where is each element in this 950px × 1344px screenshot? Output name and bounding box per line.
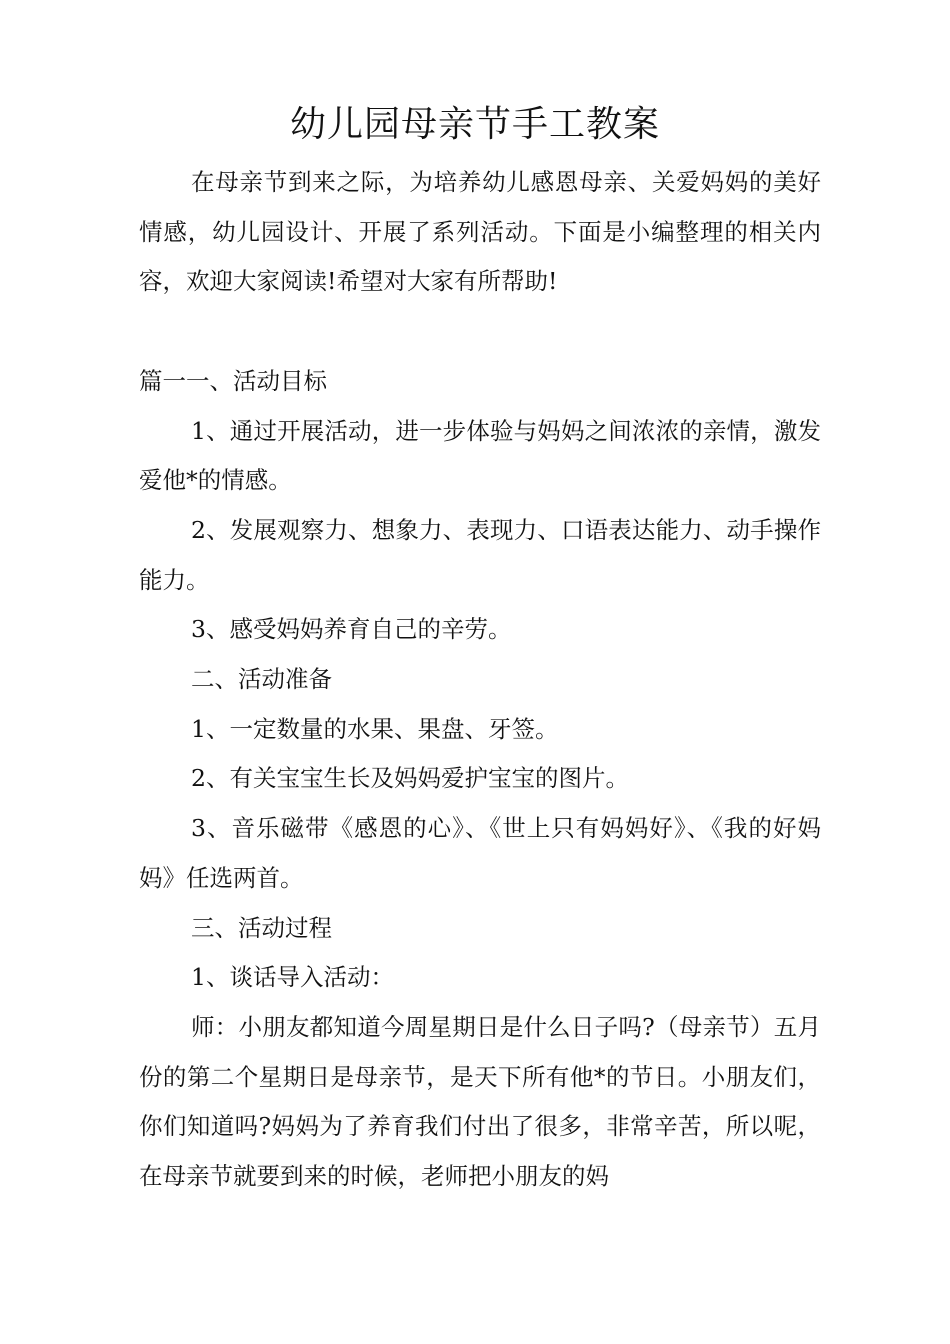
goal-item-2: 2、发展观察力、想象力、表现力、口语表达能力、动手操作能力。 [139, 515, 821, 594]
preparation-item-3: 3、音乐磁带《感恩的心》、《世上只有妈妈好》、《我的好妈妈》任选两首。 [139, 814, 821, 892]
goal-item-1: 1、通过开展活动，进一步体验与妈妈之间浓浓的亲情，激发爱他*的情感。 [139, 416, 821, 495]
section-heading-goals: 篇一一、活动目标 [139, 366, 327, 395]
intro-paragraph: 在母亲节到来之际，为培养幼儿感恩母亲、关爱妈妈的美好情感，幼儿园设计、开展了系列活动。下面是小编整理的相关内容，欢迎大家阅读!希望对大家有所帮助! [139, 168, 821, 296]
paragraph-spacer [139, 307, 821, 357]
process-step-1: 1、谈话导入活动： [191, 963, 394, 992]
preparation-item-2: 2、有关宝宝生长及妈妈爱护宝宝的图片。 [191, 764, 629, 793]
section-heading-preparation: 二、活动准备 [191, 665, 332, 694]
teacher-speech-paragraph: 师：小朋友都知道今周星期日是什么日子吗?（母亲节）五月份的第二个星期日是母亲节，是天下所有他*的节日。小朋友们，你们知道吗?妈妈为了养育我们付出了很多，非常辛苦，所以呢，在母亲节就要到来的时候，老师把小朋友的妈 [139, 1012, 821, 1191]
preparation-item-1: 1、一定数量的水果、果盘、牙签。 [191, 714, 559, 743]
section-heading-process: 三、活动过程 [191, 913, 332, 942]
document-title: 幼儿园母亲节手工教案 [289, 104, 660, 145]
document-body [139, 158, 821, 1202]
goal-item-3: 3、感受妈妈养育自己的辛劳。 [191, 615, 512, 644]
